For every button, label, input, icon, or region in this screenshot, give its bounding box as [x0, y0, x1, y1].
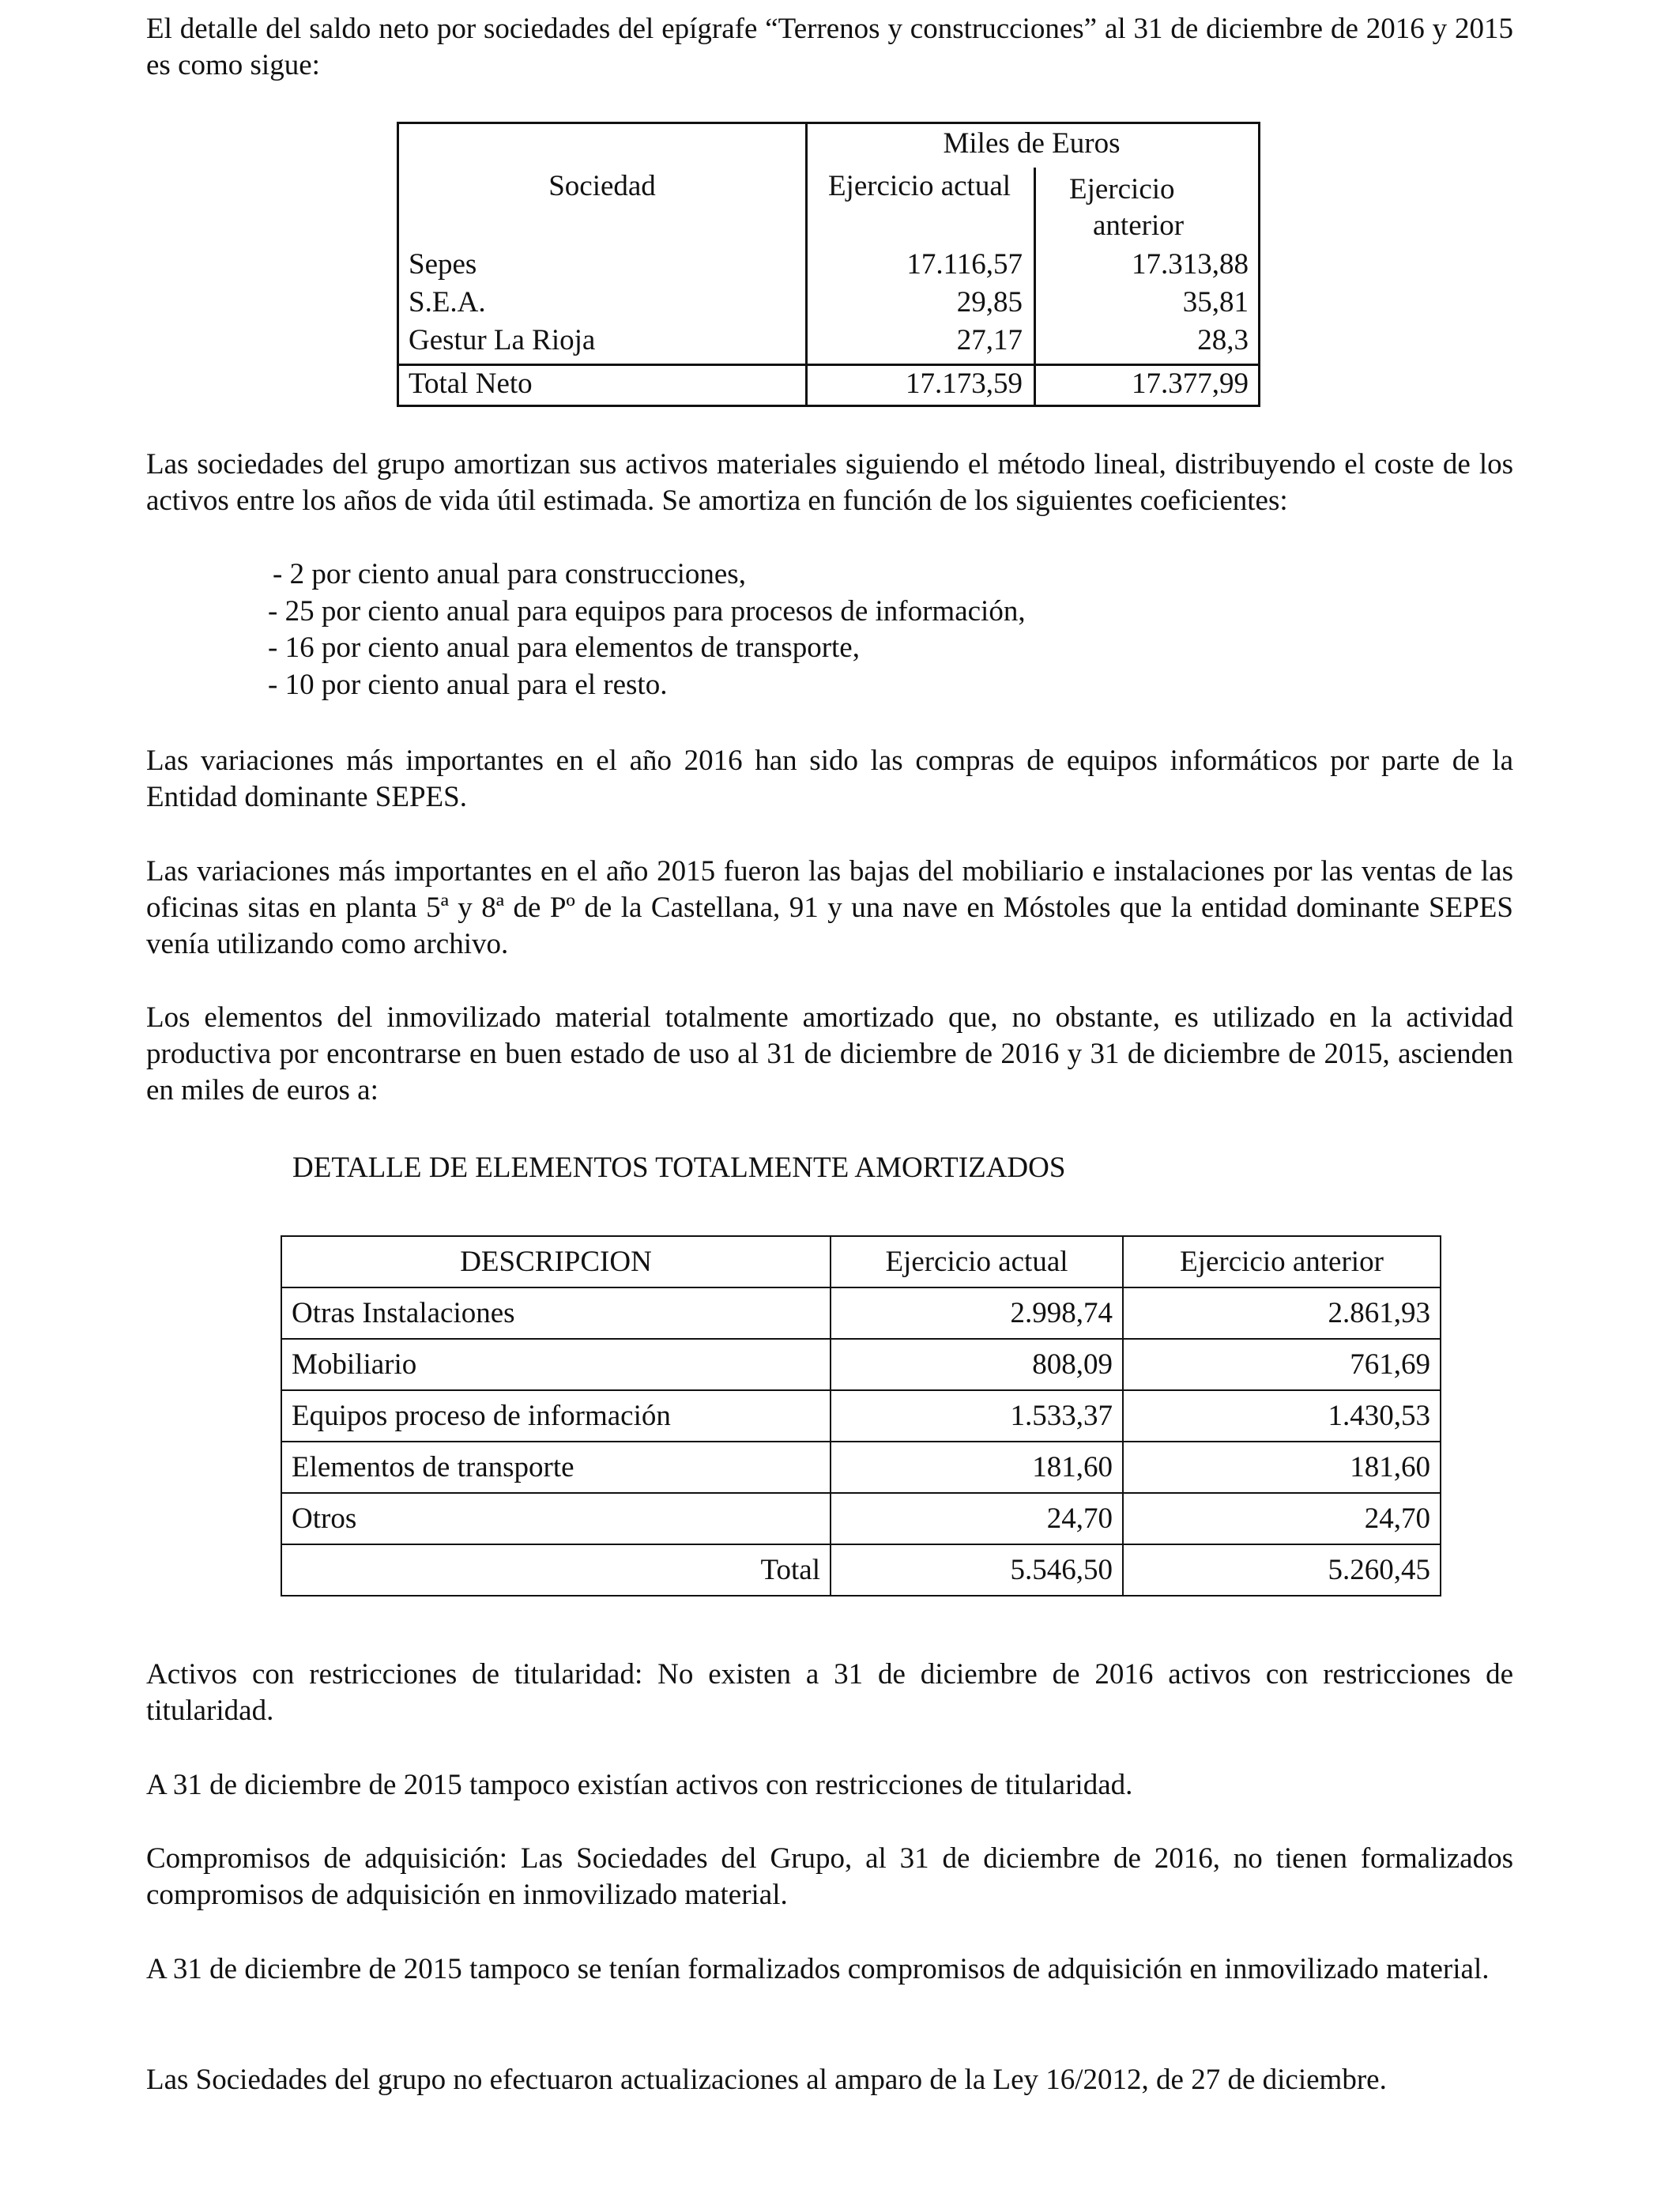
table-row: [281, 1442, 1441, 1493]
header-thousand-euros: Miles de Euros: [943, 127, 1121, 160]
intro-paragraph: El detalle del saldo neto por sociedades del epígrafe “Terrenos y construcciones” al 31 de diciembre de 2016 y 2015 es como sigue:: [146, 13, 1513, 81]
row-current: 2.998,74: [831, 1287, 1123, 1339]
updates-paragraph: Las Sociedades del grupo no efectuaron actualizaciones al amparo de la Ley 16/2012, de 27 de diciembre.: [146, 2064, 1387, 2096]
commitments-2015-paragraph: A 31 de diciembre de 2015 tampoco se tenían formalizados compromisos de adquisición en inmovilizado material.: [146, 1953, 1490, 1985]
header-description: DESCRIPCION: [281, 1236, 831, 1287]
total-label: Total: [281, 1544, 831, 1596]
row-description: Otros: [281, 1493, 831, 1544]
list-item: - 10 por ciento anual para el resto.: [268, 668, 668, 701]
commitments-2016-paragraph: Compromisos de adquisición: Las Sociedades del Grupo, al 31 de diciembre de 2016, no tienen formalizados compromisos de adquisición en inmovilizado material.: [146, 1842, 1513, 1911]
fully-amortized-table: [281, 1235, 1441, 1596]
header-current-year: Ejercicio actual: [831, 1236, 1123, 1287]
total-label: Total Neto: [409, 368, 533, 400]
variations-2016-paragraph: Las variaciones más importantes en el año 2016 han sido las compras de equipos informáticos por parte de la Entidad dominante SEPES.: [146, 745, 1513, 813]
row-description: Otras Instalaciones: [281, 1287, 831, 1339]
header-previous-year-line1: Ejercicio: [1069, 173, 1175, 205]
row-current: 1.533,37: [831, 1390, 1123, 1442]
header-current-year: Ejercicio actual: [827, 170, 1011, 202]
companies-net-balance-table: [397, 122, 1260, 407]
row-description: Equipos proceso de información: [281, 1390, 831, 1442]
row-name-sepes: Sepes: [409, 248, 477, 281]
row-current: 24,70: [831, 1493, 1123, 1544]
amortization-paragraph: Las sociedades del grupo amortizan sus activos materiales siguiendo el método lineal, distribuyendo el coste de los activos entre los años de vida útil estimada. Se amortiza en función de los siguientes coeficientes:: [146, 448, 1513, 517]
row-previous: 761,69: [1123, 1339, 1441, 1390]
header-previous-year-line2: anterior: [1093, 209, 1185, 242]
fully-amortized-paragraph: Los elementos del inmovilizado material totalmente amortizado que, no obstante, es utilizado en la actividad productiva por encontrarse en buen estado de uso al 31 de diciembre de 2016 y 31 de diciembre de 2015, ascienden en miles de euros a:: [146, 1001, 1513, 1106]
row-name-sea: S.E.A.: [409, 286, 486, 319]
row-previous: 181,60: [1123, 1442, 1441, 1493]
table-header-row: [281, 1236, 1441, 1287]
total-previous: 5.260,45: [1123, 1544, 1441, 1596]
row-previous-sepes: 17.313,88: [1132, 248, 1249, 281]
table-total-row: [281, 1544, 1441, 1596]
row-current-sea: 29,85: [956, 286, 1023, 319]
row-current-sepes: 17.116,57: [906, 248, 1023, 281]
table-row: [281, 1493, 1441, 1544]
total-previous: 17.377,99: [1132, 368, 1249, 400]
restrictions-2016-paragraph: Activos con restricciones de titularidad: No existen a 31 de diciembre de 2016 activos con restricciones de titularidad.: [146, 1658, 1513, 1727]
header-company: Sociedad: [548, 170, 656, 202]
list-item: - 25 por ciento anual para equipos para procesos de información,: [268, 594, 1026, 628]
row-current: 181,60: [831, 1442, 1123, 1493]
row-current: 808,09: [831, 1339, 1123, 1390]
row-name-gestur: Gestur La Rioja: [409, 324, 596, 356]
table-row: [281, 1287, 1441, 1339]
restrictions-2015-paragraph: A 31 de diciembre de 2015 tampoco existían activos con restricciones de titularidad.: [146, 1769, 1133, 1801]
table-row: [281, 1339, 1441, 1390]
table-row: [281, 1390, 1441, 1442]
list-item: - 2 por ciento anual para construcciones,: [273, 558, 746, 590]
coefficient-list: [268, 556, 1026, 703]
row-previous-sea: 35,81: [1182, 286, 1249, 319]
row-previous: 24,70: [1123, 1493, 1441, 1544]
total-current: 17.173,59: [906, 368, 1023, 400]
table-title: DETALLE DE ELEMENTOS TOTALMENTE AMORTIZADOS: [292, 1152, 1066, 1184]
row-previous: 1.430,53: [1123, 1390, 1441, 1442]
row-previous-gestur: 28,3: [1197, 324, 1249, 356]
variations-2015-paragraph: Las variaciones más importantes en el año 2015 fueron las bajas del mobiliario e instalaciones por las ventas de las oficinas sitas en planta 5ª y 8ª de Pº de la Castellana, 91 y una nave en Móstoles que la entidad dominante SEPES venía utilizando como archivo.: [146, 855, 1513, 960]
total-current: 5.546,50: [831, 1544, 1123, 1596]
row-description: Elementos de transporte: [281, 1442, 831, 1493]
list-item: - 16 por ciento anual para elementos de transporte,: [268, 631, 860, 664]
row-current-gestur: 27,17: [956, 324, 1023, 356]
row-previous: 2.861,93: [1123, 1287, 1441, 1339]
header-previous-year: Ejercicio anterior: [1123, 1236, 1441, 1287]
row-description: Mobiliario: [281, 1339, 831, 1390]
